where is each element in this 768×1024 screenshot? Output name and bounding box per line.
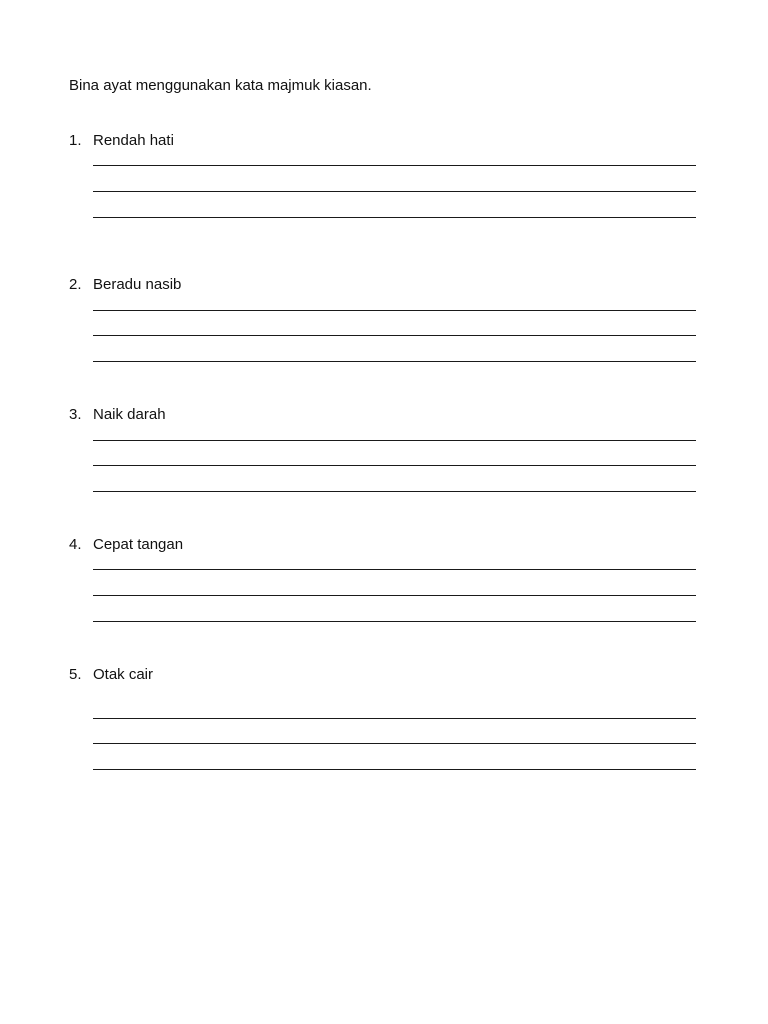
- answer-line[interactable]: [93, 621, 696, 622]
- answer-line[interactable]: [93, 165, 696, 166]
- question-label: [69, 132, 174, 150]
- answer-line[interactable]: [93, 718, 696, 719]
- question-phrase: Beradu nasib: [93, 276, 182, 293]
- question-number: 1.: [69, 132, 82, 149]
- question-label: [69, 536, 183, 554]
- answer-line[interactable]: [93, 217, 696, 218]
- answer-line[interactable]: [93, 743, 696, 744]
- question-label: [69, 406, 166, 424]
- question-phrase: Otak cair: [93, 666, 154, 683]
- answer-line[interactable]: [93, 310, 696, 311]
- question-label: [69, 666, 153, 684]
- question-number: 5.: [69, 666, 82, 683]
- answer-line[interactable]: [93, 335, 696, 336]
- answer-line[interactable]: [93, 491, 696, 492]
- question-phrase: Rendah hati: [93, 132, 174, 149]
- answer-line[interactable]: [93, 191, 696, 192]
- question-number: 2.: [69, 276, 82, 293]
- instruction-text: Bina ayat menggunakan kata majmuk kiasan.: [69, 77, 372, 94]
- answer-line[interactable]: [93, 440, 696, 441]
- answer-line[interactable]: [93, 569, 696, 570]
- answer-line[interactable]: [93, 361, 696, 362]
- question-phrase: Cepat tangan: [93, 536, 184, 553]
- answer-line[interactable]: [93, 465, 696, 466]
- answer-line[interactable]: [93, 595, 696, 596]
- question-label: [69, 276, 181, 294]
- answer-line[interactable]: [93, 769, 696, 770]
- question-phrase: Naik darah: [93, 406, 166, 423]
- question-number: 3.: [69, 406, 82, 423]
- question-number: 4.: [69, 536, 82, 553]
